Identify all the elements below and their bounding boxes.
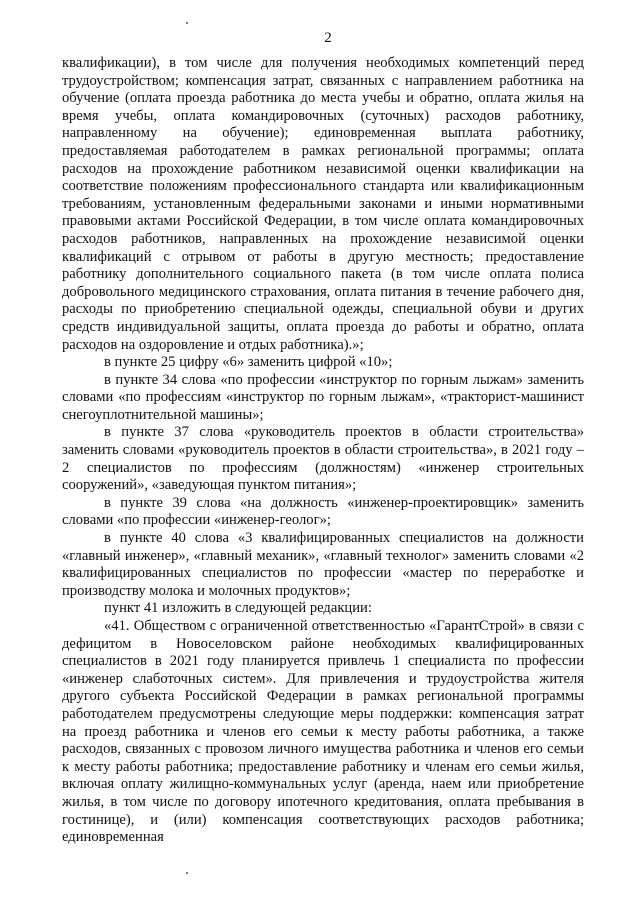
- scan-speck: [186, 872, 188, 874]
- page-number: 2: [324, 30, 332, 46]
- paragraph-continuation: квалификации), в том числе для получения необходимых компетенций перед трудоустройством; компенсация затрат, связанных с направлением работника на обучение (оплата проезда работника до места учебы и обратно, оплата жилья на время учебы, оплата командировочных (суточных) расходов работнику, направленному на обучение); единовременная выплата работнику, предоставляемая работодателем в рамках региональной программы; оплата расходов на прохождение работником независимой оценки квалификации на соответствие положениям профессионального стандарта или квалификационным требованиям, установленным федеральными законами и иными нормативными правовыми актами Российской Федерации, в том числе оплата командировочных расходов работников, направленных на прохождение независимой оценки квалификаций с отрывом от работы в другую местность; предоставление работнику дополнительного социального пакета (в том числе оплата полиса добровольного медицинского страхования, оплата питания в течение рабочего дня, расходы по приобретению специальной одежды, специальной обуви и других средств индивидуальной защиты, оплата проезда до работы и обратно, оплата расходов на оздоровление и отдых работника).»;: [62, 55, 584, 353]
- paragraph-item-41-intro: пункт 41 изложить в следующей редакции:: [104, 600, 372, 617]
- paragraph-item-34: в пункте 34 слова «по профессии «инструктор по горным лыжам» заменить словами «по профессиям «инструктор по горным лыжам», «тракторист-машинист снегоуплотнительной машины»;: [62, 371, 584, 423]
- scan-speck: [186, 22, 188, 24]
- paragraph-item-39: в пункте 39 слова «на должность «инженер-проектировщик» заменить словами «по профессии «инженер-геолог»;: [62, 494, 584, 529]
- paragraph-item-40: в пункте 40 слова «3 квалифицированных специалистов на должности «главный инженер», «главный механик», «главный технолог» заменить словами «2 квалифицированных специалистов по профессии «мастер по переработке и производству молока и молочных продуктов»;: [62, 530, 584, 599]
- paragraph-item-41-text: «41. Обществом с ограниченной ответственностью «ГарантСтрой» в связи с дефицитом в Новоселовском районе необходимых квалифицированных специалистов в 2021 году планируется привлечь 1 специалиста по профессии «инженер слаботочных систем». Для привлечения и трудоустройства жителя другого субъекта Российской Федерации в рамках региональной программы работодателем предусмотрены следующие меры поддержки: компенсация затрат на проезд работника и членов его семьи к месту работы работника, а также расходов, связанных с провозом личного имущества работника и членов его семьи к месту работы работника; предоставление работнику и членам его семьи жилья, включая оплату жилищно-коммунальных услуг (аренда, наем или приобретение жилья, в том числе по договору ипотечного кредитования, оплата пребывания в гостинице), и (или) компенсация соответствующих расходов работника; единовременная: [62, 618, 584, 846]
- paragraph-item-37: в пункте 37 слова «руководитель проектов в области строительства» заменить словами «руководитель проектов в области строительства», в 2021 году – 2 специалистов по профессиям (должностям) «инженер строительных сооружений», «заведующая пунктом питания»;: [62, 424, 584, 494]
- paragraph-item-25: в пункте 25 цифру «6» заменить цифрой «10»;: [104, 354, 393, 371]
- document-body: [62, 55, 584, 847]
